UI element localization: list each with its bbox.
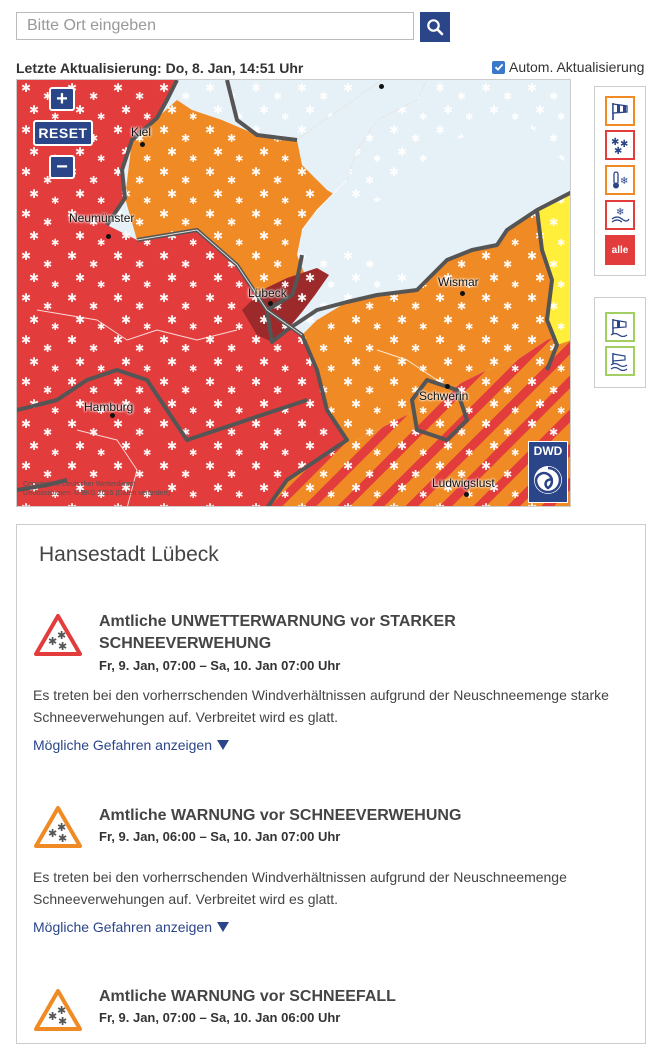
map-copyright (23, 480, 170, 498)
warnings-panel (16, 524, 646, 1044)
city-marker (460, 291, 465, 296)
svg-text:✱: ✱ (48, 827, 58, 840)
city-marker (268, 301, 273, 306)
copyright-line-2: Geobasisdaten: © BKG 2015 (Daten verändert) (23, 490, 171, 497)
dwd-swirl-icon (530, 462, 566, 498)
city-label-hamburg[interactable]: Hamburg (84, 400, 134, 414)
warning-title: Amtliche WARNUNG vor SCHNEEFALL (99, 988, 396, 1005)
svg-text:✱: ✱ (57, 821, 67, 834)
snowdrift-warning-icon (33, 805, 83, 849)
frost-icon (610, 170, 630, 190)
filter-storm-flood-button[interactable] (605, 346, 635, 376)
svg-text:✱: ✱ (48, 1010, 58, 1023)
city-label-kiel[interactable]: Kiel (131, 125, 152, 139)
checkmark-icon (494, 62, 504, 72)
svg-text:✱: ✱ (48, 635, 58, 648)
svg-text:✱: ✱ (614, 146, 623, 155)
auto-update-checkbox[interactable] (492, 61, 505, 74)
auto-update-toggle[interactable] (492, 59, 644, 75)
show-dangers-link[interactable] (33, 737, 229, 753)
filter-wind-button[interactable] (605, 96, 635, 126)
warning-title: Amtliche UNWETTERWARNUNG vor STARKER SCHNEEVERWEHUNG (99, 613, 456, 652)
snow-icon (610, 135, 630, 155)
svg-text:❄: ❄ (620, 176, 629, 187)
warning-type-filter-panel (594, 86, 646, 276)
svg-text:✱: ✱ (620, 139, 629, 150)
city-label-schwerin[interactable]: Schwerin (419, 389, 469, 403)
triangle-down-icon (217, 922, 229, 932)
warning-time: Fr, 9. Jan, 07:00 – Sa, 10. Jan 07:00 Uhr (99, 658, 341, 673)
snowfall-warning-icon (33, 988, 83, 1032)
storm-flood-icon (610, 351, 630, 371)
search-input[interactable] (16, 12, 414, 40)
city-label-ludwigslust[interactable]: Ludwigslust (432, 476, 495, 490)
svg-text:✱: ✱ (58, 1015, 68, 1028)
dwd-logo-text: DWD (533, 444, 563, 458)
city-marker (106, 234, 111, 239)
warning-description: Es treten bei den vorherrschenden Windverhältnissen aufgrund der Neuschneemenge Schneeverwehungen auf. Verbreitet wird es glatt. (33, 869, 567, 907)
warning-time: Fr, 9. Jan, 06:00 – Sa, 10. Jan 07:00 Uhr (99, 829, 341, 844)
filter-snow-button[interactable] (605, 130, 635, 160)
show-dangers-link[interactable] (33, 919, 229, 935)
coast-wind-icon (610, 317, 630, 337)
warning-title: Amtliche WARNUNG vor SCHNEEVERWEHUNG (99, 807, 462, 824)
zoom-out-button[interactable]: − (49, 155, 75, 179)
svg-text:❄: ❄ (616, 207, 625, 218)
city-marker (464, 492, 469, 497)
show-dangers-label: Mögliche Gefahren anzeigen (33, 919, 213, 935)
svg-text:✱: ✱ (57, 1004, 67, 1017)
auto-update-label: Autom. Aktualisierung (509, 59, 645, 75)
svg-text:✱: ✱ (611, 137, 620, 148)
dwd-logo (528, 441, 568, 503)
wind-icon (610, 101, 630, 121)
city-marker (140, 142, 145, 147)
warning-time: Fr, 9. Jan, 07:00 – Sa, 10. Jan 06:00 Uhr (99, 1010, 341, 1025)
city-label-neumuenster[interactable]: Neumünster (69, 211, 135, 225)
copyright-line-1: Copyright © Deutscher Wetterdienst (23, 481, 136, 488)
svg-text:✱: ✱ (58, 832, 68, 845)
warning-map[interactable] (16, 79, 571, 507)
snowdrift-icon (610, 205, 630, 225)
show-dangers-label: Mögliche Gefahren anzeigen (33, 737, 213, 753)
map-canvas[interactable] (17, 80, 571, 507)
triangle-down-icon (217, 740, 229, 750)
filter-all-button[interactable]: alle (605, 235, 635, 265)
city-marker (379, 84, 384, 89)
filter-frost-button[interactable] (605, 165, 635, 195)
svg-text:✱: ✱ (58, 640, 68, 653)
warning-description: Es treten bei den vorherrschenden Windverhältnissen aufgrund der Neuschneemenge starke Schneeverwehungen auf. Verbreitet wird es glatt. (33, 687, 609, 725)
city-label-wismar[interactable]: Wismar (438, 275, 479, 289)
filter-snowdrift-button[interactable] (605, 200, 635, 230)
last-update-text: Letzte Aktualisierung: Do, 8. Jan, 14:51 Uhr (16, 60, 304, 76)
svg-text:✱: ✱ (57, 629, 67, 642)
filter-coast-wind-button[interactable] (605, 312, 635, 342)
city-label-luebeck[interactable]: Lübeck (248, 286, 287, 300)
marine-filter-panel (594, 297, 646, 388)
reset-button[interactable]: RESET (33, 120, 93, 146)
zoom-in-button[interactable]: + (49, 87, 75, 111)
search-icon (426, 18, 444, 36)
snowdrift-warning-icon (33, 613, 83, 657)
search-button[interactable] (420, 12, 450, 42)
region-title: Hansestadt Lübeck (39, 543, 219, 566)
